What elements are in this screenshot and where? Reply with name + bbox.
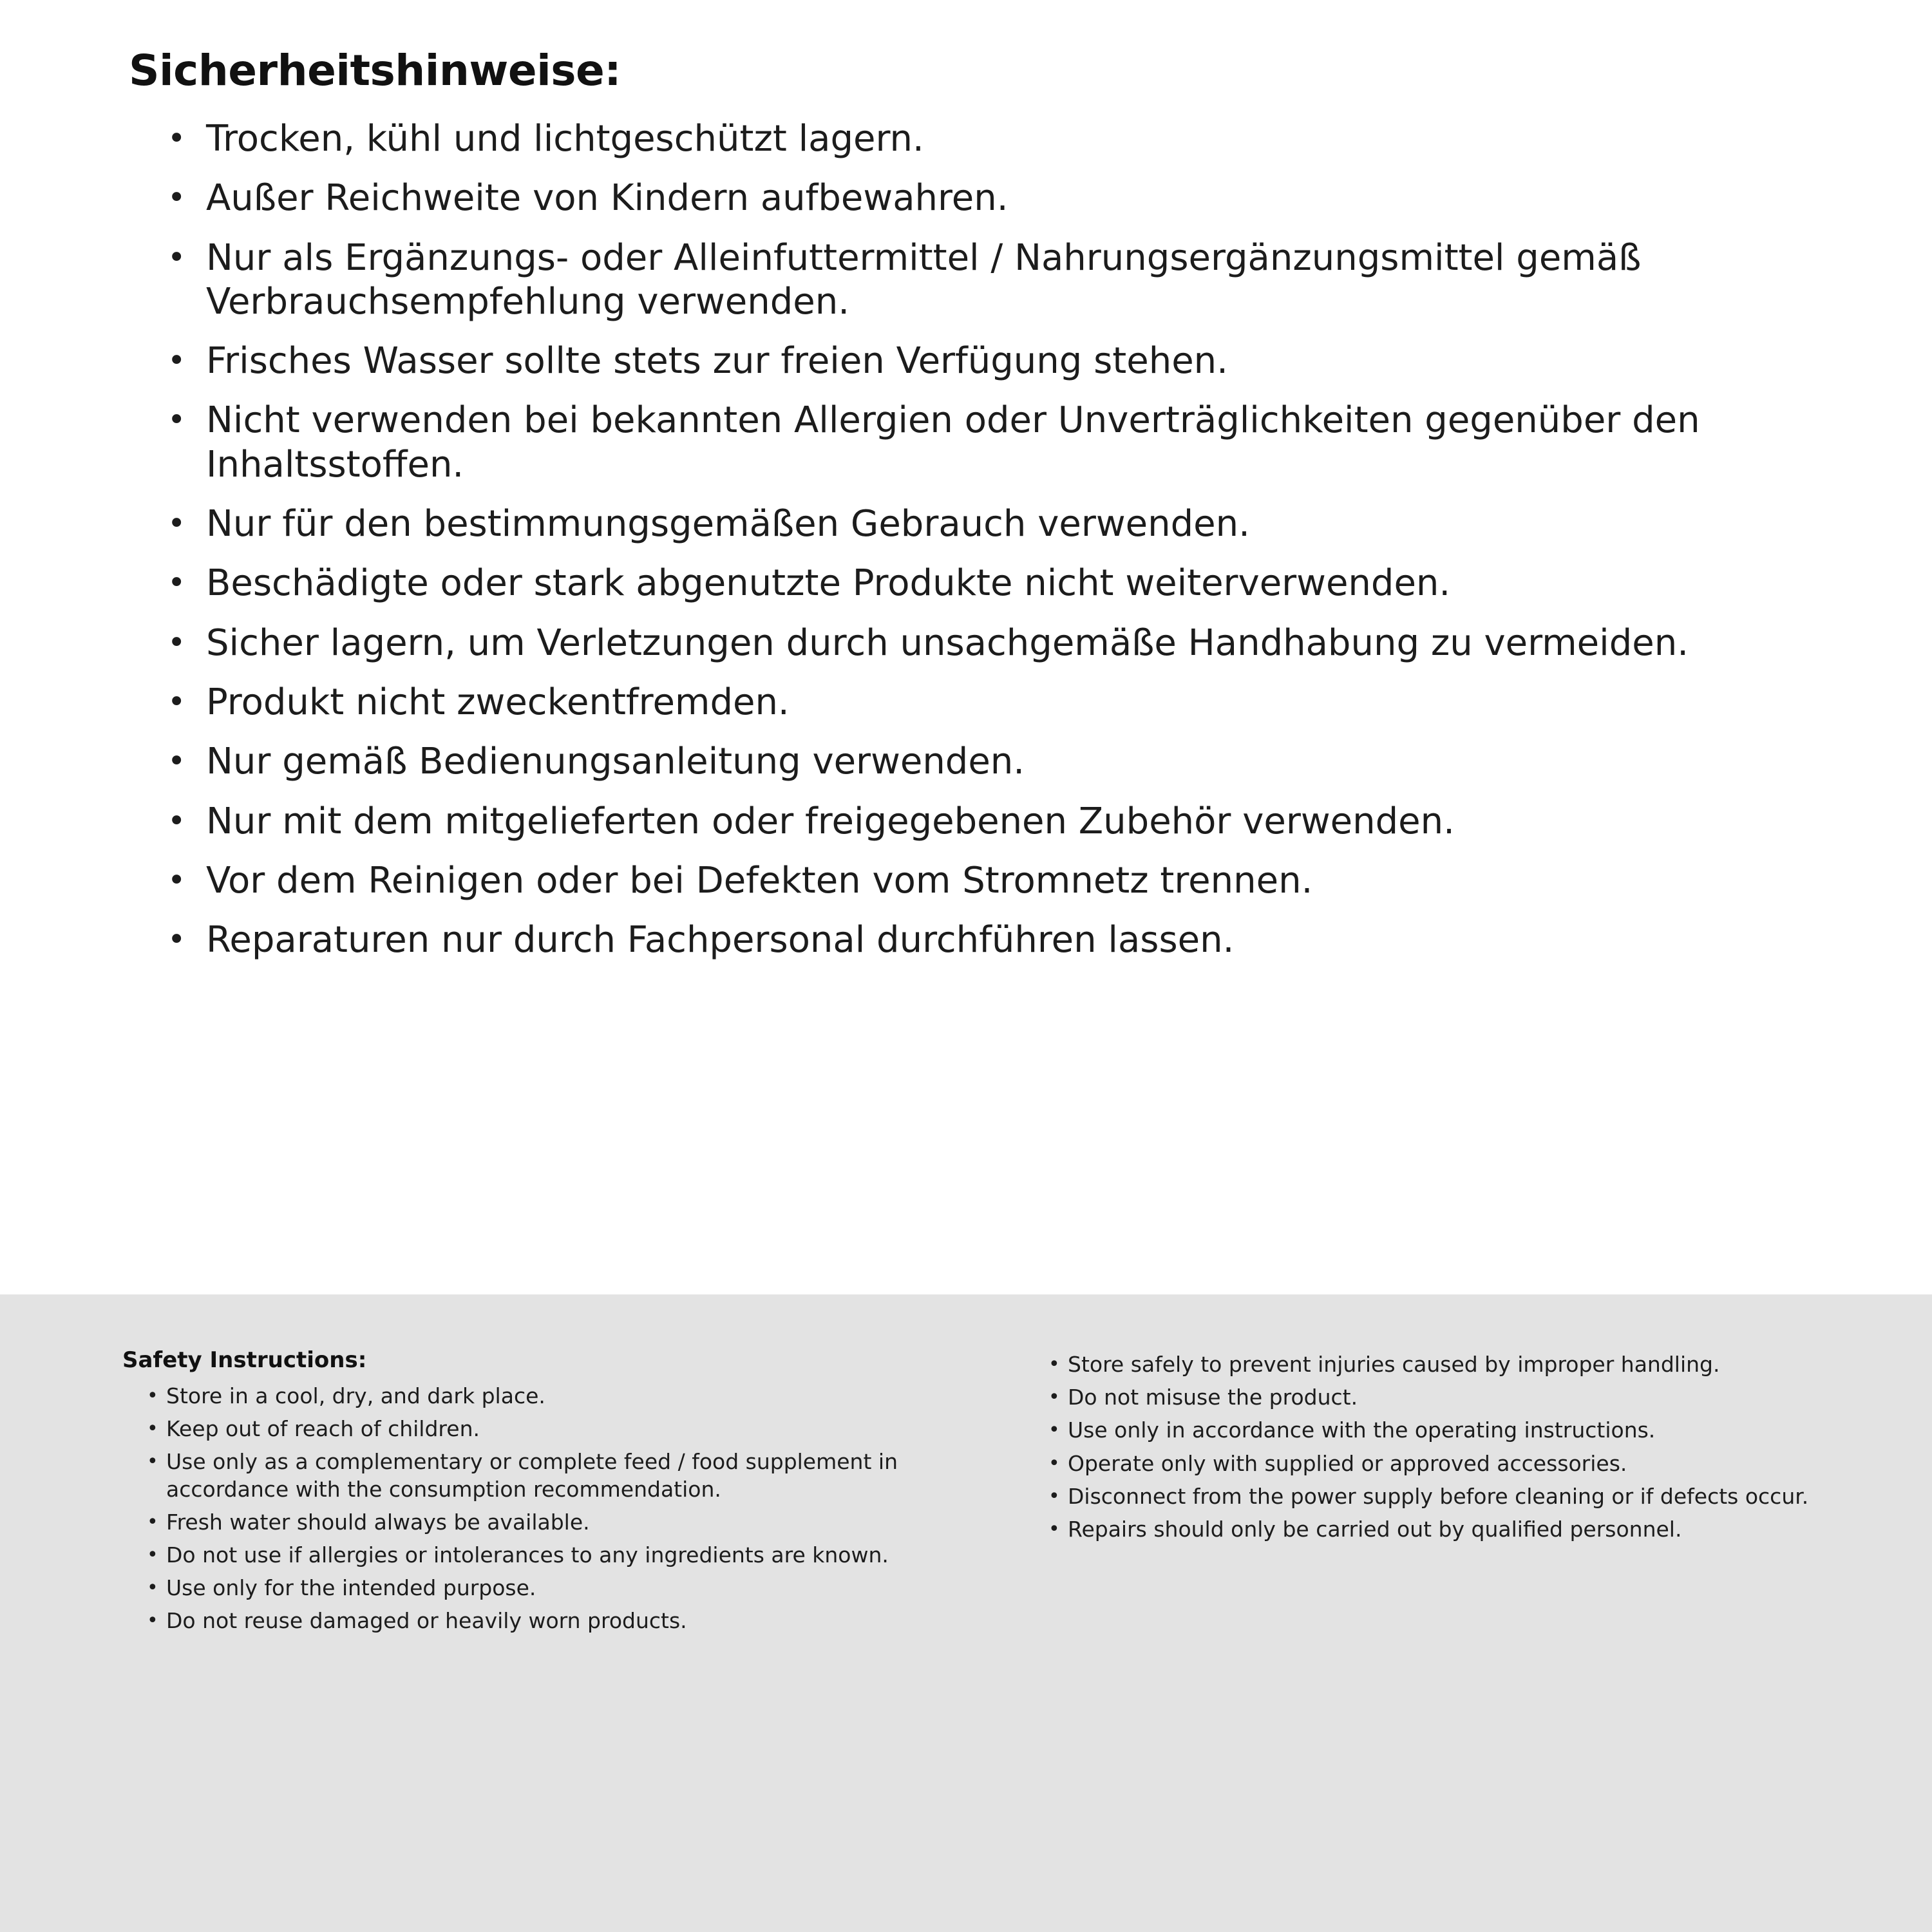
list-item-text: Do not use if allergies or intolerances to any ingredients are known. (166, 1542, 889, 1567)
list-item-text: Fresh water should always be available. (166, 1509, 590, 1535)
list-item (1048, 1450, 1861, 1477)
english-columns (122, 1347, 1861, 1641)
list-item-text: Nicht verwenden bei bekannten Allergien oder Unverträglichkeiten gegenüber den Inhaltsstoffen. (206, 399, 1700, 486)
list-item (167, 621, 1855, 665)
english-right-column (1024, 1347, 1861, 1549)
list-item (167, 918, 1855, 962)
bullet-icon: • (147, 1543, 158, 1566)
list-item (1048, 1516, 1861, 1543)
bullet-icon: • (1048, 1518, 1060, 1541)
bullet-icon: • (167, 565, 186, 601)
list-item (147, 1509, 960, 1536)
bullet-icon: • (1048, 1452, 1060, 1475)
list-item-text: Frisches Wasser sollte stets zur freien Verfügung stehen. (206, 340, 1228, 383)
bullet-icon: • (167, 802, 186, 839)
bullet-icon: • (167, 862, 186, 898)
list-item-text: Store in a cool, dry, and dark place. (166, 1383, 545, 1408)
list-item (147, 1416, 960, 1443)
list-item (147, 1448, 960, 1502)
list-item-text: Trocken, kühl und lichtgeschützt lagern. (206, 117, 924, 160)
bullet-icon: • (147, 1510, 158, 1533)
list-item (167, 502, 1855, 546)
list-item-text: Use only as a complementary or complete feed / food supplement in accordance with the consumption recommendation. (166, 1449, 898, 1502)
bullet-icon: • (167, 922, 186, 958)
bullet-icon: • (147, 1384, 158, 1407)
list-item-text: Nur gemäß Bedienungsanleitung verwenden. (206, 741, 1025, 783)
bullet-icon: • (167, 624, 186, 661)
list-item (167, 236, 1855, 325)
bullet-icon: • (1048, 1484, 1060, 1508)
list-item (167, 800, 1855, 844)
list-item-text: Do not reuse damaged or heavily worn products. (166, 1608, 687, 1634)
list-item-text: Außer Reichweite von Kindern aufbewahren. (206, 177, 1009, 220)
list-item (167, 740, 1855, 784)
list-item-text: Produkt nicht zweckentfremden. (206, 681, 790, 724)
list-item (167, 859, 1855, 903)
bullet-icon: • (167, 402, 186, 439)
list-item-text: Reparaturen nur durch Fachpersonal durchführen lassen. (206, 919, 1235, 961)
list-item (147, 1542, 960, 1569)
bullet-icon: • (167, 506, 186, 542)
list-item-text: Store safely to prevent injuries caused by improper handling. (1068, 1352, 1720, 1377)
list-item-text: Nur als Ergänzungs- oder Alleinfuttermittel / Nahrungsergänzungsmittel gemäß Verbrauchsempfehlung verwenden. (206, 236, 1642, 323)
list-item (167, 176, 1855, 220)
english-safety-section (0, 1294, 1932, 1932)
list-item (1048, 1384, 1861, 1411)
english-left-column (122, 1347, 960, 1641)
list-item (1048, 1351, 1861, 1378)
bullet-icon: • (167, 120, 186, 156)
list-item (167, 117, 1855, 161)
list-item-text: Repairs should only be carried out by qualified personnel. (1068, 1517, 1682, 1542)
bullet-icon: • (147, 1450, 158, 1473)
list-item-text: Nur mit dem mitgelieferten oder freigegebenen Zubehör verwenden. (206, 800, 1455, 842)
bullet-icon: • (167, 343, 186, 379)
list-item (1048, 1483, 1861, 1510)
bullet-icon: • (147, 1417, 158, 1441)
list-item (147, 1575, 960, 1602)
list-item-text: Nur für den bestimmungsgemäßen Gebrauch verwenden. (206, 503, 1250, 545)
list-item-text: Disconnect from the power supply before cleaning or if defects occur. (1068, 1483, 1809, 1509)
list-item (167, 562, 1855, 605)
list-item-text: Sicher lagern, um Verletzungen durch unsachgemäße Handhabung zu vermeiden. (206, 621, 1689, 664)
english-safety-list-left (122, 1383, 960, 1635)
bullet-icon: • (1048, 1419, 1060, 1442)
bullet-icon: • (167, 684, 186, 721)
list-item-text: Do not misuse the product. (1068, 1385, 1358, 1410)
bullet-icon: • (1048, 1353, 1060, 1376)
list-item (167, 681, 1855, 724)
bullet-icon: • (167, 239, 186, 276)
german-section-heading: Sicherheitshinweise: (129, 46, 621, 95)
english-safety-list-right (1024, 1351, 1861, 1543)
list-item-text: Use only in accordance with the operating instructions. (1068, 1417, 1656, 1443)
bullet-icon: • (1048, 1386, 1060, 1409)
list-item-text: Use only for the intended purpose. (166, 1575, 536, 1601)
list-item (167, 399, 1855, 487)
list-item-text: Operate only with supplied or approved accessories. (1068, 1450, 1627, 1476)
list-item-text: Keep out of reach of children. (166, 1416, 480, 1442)
english-section-heading: Safety Instructions: (122, 1347, 367, 1373)
bullet-icon: • (167, 180, 186, 216)
list-item (167, 339, 1855, 383)
list-item-text: Beschädigte oder stark abgenutzte Produkte nicht weiterverwenden. (206, 562, 1451, 605)
list-item (147, 1383, 960, 1410)
list-item-text: Vor dem Reinigen oder bei Defekten vom Stromnetz trennen. (206, 859, 1313, 902)
bullet-icon: • (167, 743, 186, 780)
german-safety-list (129, 117, 1855, 963)
list-item (1048, 1417, 1861, 1444)
bullet-icon: • (147, 1577, 158, 1600)
bullet-icon: • (147, 1609, 158, 1633)
list-item (147, 1607, 960, 1634)
